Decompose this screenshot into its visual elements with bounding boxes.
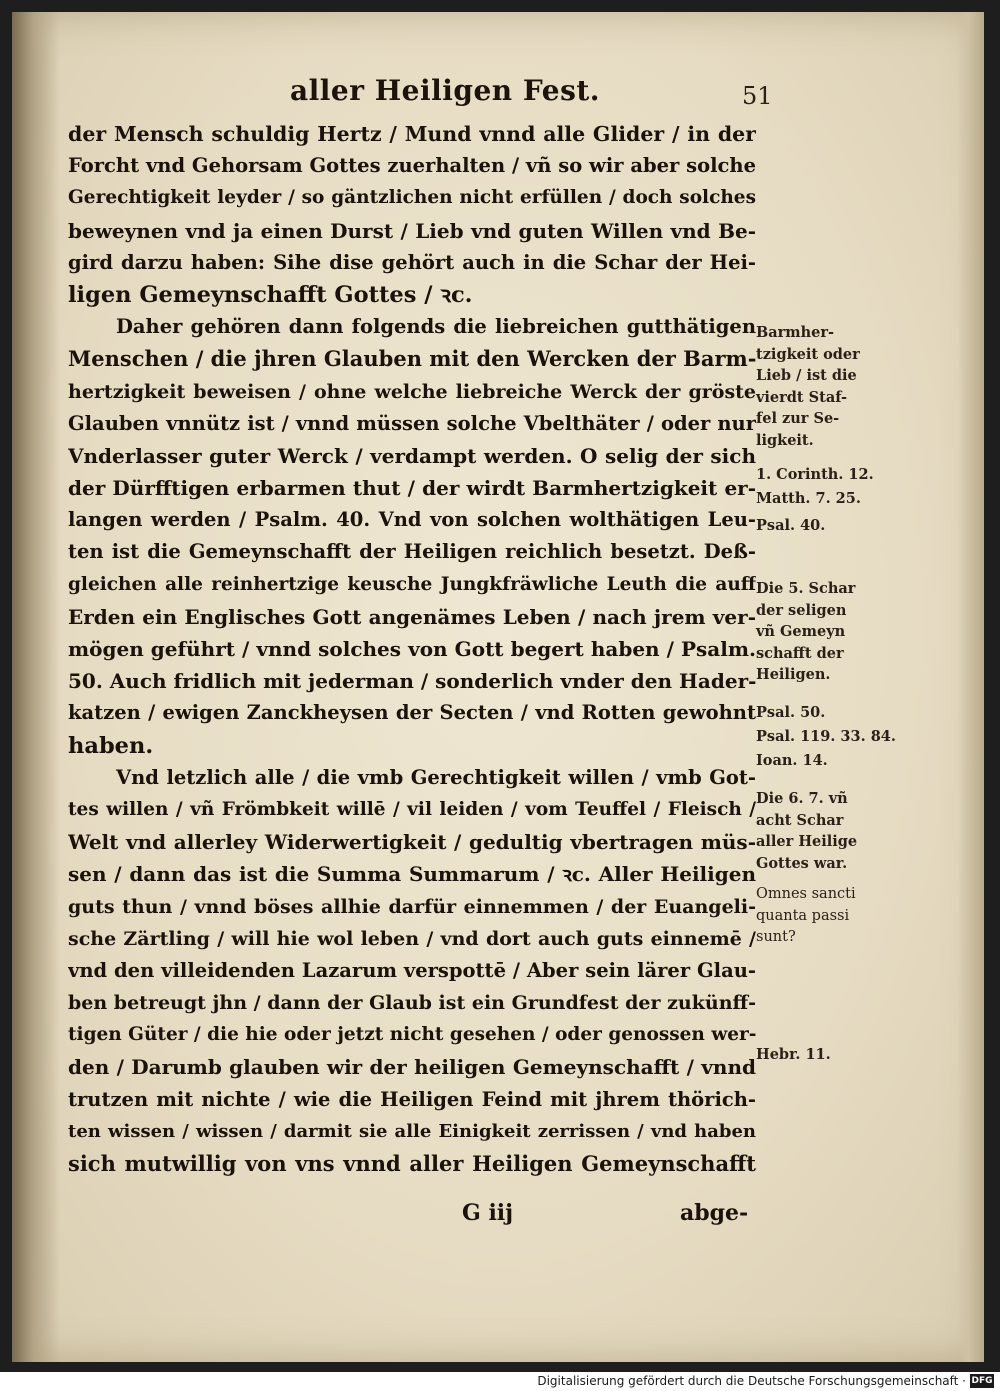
body-text [68, 118, 756, 1180]
digitization-footer [0, 1372, 1000, 1391]
text-line: hertzigkeit beweisen / ohne welche liebreiche Werck der gröste [68, 380, 756, 403]
text-line: vnd den villeidenden Lazarum verspottē / Aber sein lärer Glau- [68, 958, 756, 982]
text-line: tes willen / vñ Frömbkeit willē / vil leiden / vom Teuffel / Fleisch / [68, 798, 756, 820]
marginal-reference: Ioan. 14. [756, 752, 828, 769]
text-line: ben betreugt jhn / dann der Glaub ist ein Grundfest der zukünff- [68, 992, 756, 1015]
marginal-reference: Psal. 50. [756, 704, 826, 721]
text-line: sich mutwillig von vns vnnd aller Heiligen Gemeynschafft [68, 1151, 756, 1176]
text-line: ligen Gemeynschafft Gottes / ꝛc. [68, 281, 473, 308]
text-line: trutzen mit nichte / wie die Heiligen Feind mit jhrem thörich- [68, 1087, 756, 1111]
running-head: aller Heiligen Fest. [290, 74, 601, 107]
footer-credit: Digitalisierung gefördert durch die Deutsche Forschungsgemeinschaft · [537, 1374, 966, 1388]
text-line: 50. Auch fridlich mit jederman / sonderlich vnder den Hader- [68, 669, 756, 694]
text-line: gird darzu haben: Sihe dise gehört auch in die Schar der Hei- [68, 250, 756, 274]
marginal-note: Barmher- tzigkeit oder Lieb / ist die vierdt Staf- fel zur Se- ligkeit. [756, 324, 860, 449]
text-line: mögen geführt / vnnd solches von Gott begert haben / Psalm. [68, 637, 756, 661]
text-line: haben. [68, 732, 154, 759]
paragraph-2 [68, 311, 756, 762]
marginal-note: Die 6. 7. vñ acht Schar aller Heilige Gottes war. [756, 790, 858, 872]
dfg-logo: DFG [971, 1376, 993, 1386]
marginal-reference: Psal. 119. 33. 84. [756, 728, 896, 745]
text-line: tigen Güter / die hie oder jetzt nicht gesehen / oder genossen wer- [68, 1024, 756, 1046]
text-line: den / Darumb glauben wir der heiligen Gemeynschafft / vnnd [68, 1055, 756, 1080]
text-line: katzen / ewigen Zanckheysen der Secten / vnd Rotten gewohnt [68, 701, 756, 725]
text-line: der Dürfftigen erbarmen thut / der wirdt Barmhertzigkeit er- [68, 476, 756, 501]
marginal-reference: Matth. 7. 25. [756, 490, 861, 507]
paragraph-3 [68, 762, 756, 1180]
text-line: Glauben vnnütz ist / vnnd müssen solche Vbelthäter / oder nur [68, 411, 756, 435]
marginal-reference: Hebr. 11. [756, 1046, 831, 1063]
text-line: Gerechtigkeit leyder / so gäntzlichen nicht erfüllen / doch solches [68, 187, 756, 209]
marginal-note: Die 5. Schar der seligen vñ Gemeyn schafft der Heiligen. [756, 580, 856, 683]
text-line: langen werden / Psalm. 40. Vnd von solchen wolthätigen Leu- [68, 508, 756, 532]
page-edge [958, 12, 984, 1362]
text-line: Forcht vnd Gehorsam Gottes zuerhalten / vñ so wir aber solche [68, 154, 756, 178]
text-line: der Mensch schuldig Hertz / Mund vnnd alle Glider / in der [68, 122, 756, 146]
marginal-reference: 1. Corinth. 12. [756, 466, 874, 483]
marginal-reference: Psal. 40. [756, 517, 826, 534]
text-line: ten wissen / wissen / darmit sie alle Einigkeit zerrissen / vnd haben [68, 1120, 756, 1142]
text-line: beweynen vnd ja einen Durst / Lieb vnd guten Willen vnd Be- [68, 218, 756, 243]
text-line: Menschen / die jhren Glauben mit den Wercken der Barm- [68, 346, 756, 372]
paragraph-1 [68, 118, 756, 311]
catchword: abge- [680, 1200, 749, 1226]
text-line: Vnd letzlich alle / die vmb Gerechtigkeit willen / vmb Got- [116, 765, 756, 789]
text-line: Vnderlasser guter Werck / verdampt werden. O selig der sich [68, 443, 756, 468]
text-line: Welt vnd allerley Widerwertigkeit / gedultig vbertragen müs- [68, 830, 756, 855]
text-line: Daher gehören dann folgends die liebreichen gutthätigen [116, 315, 756, 339]
marginal-note: Omnes sancti quanta passi sunt? [756, 886, 856, 945]
signature-mark: G iij [462, 1200, 514, 1226]
page-gutter-shadow [12, 12, 60, 1362]
text-line: ten ist die Gemeynschafft der Heiligen reichlich besetzt. Deß- [68, 540, 756, 564]
text-line: sen / dann das ist die Summa Summarum / ꝛc. Aller Heiligen [68, 862, 756, 887]
text-line: sche Zärtling / will hie wol leben / vnd dort auch guts einnemē / [68, 927, 756, 950]
page-number: 51 [742, 82, 773, 110]
text-line: gleichen alle reinhertzige keusche Jungkfräwliche Leuth die auff [68, 573, 756, 595]
text-line: Erden ein Englisches Gott angenämes Leben / nach jrem ver- [68, 604, 756, 629]
text-line: guts thun / vnnd böses allhie darfür einnemmen / der Euangeli- [68, 895, 756, 918]
